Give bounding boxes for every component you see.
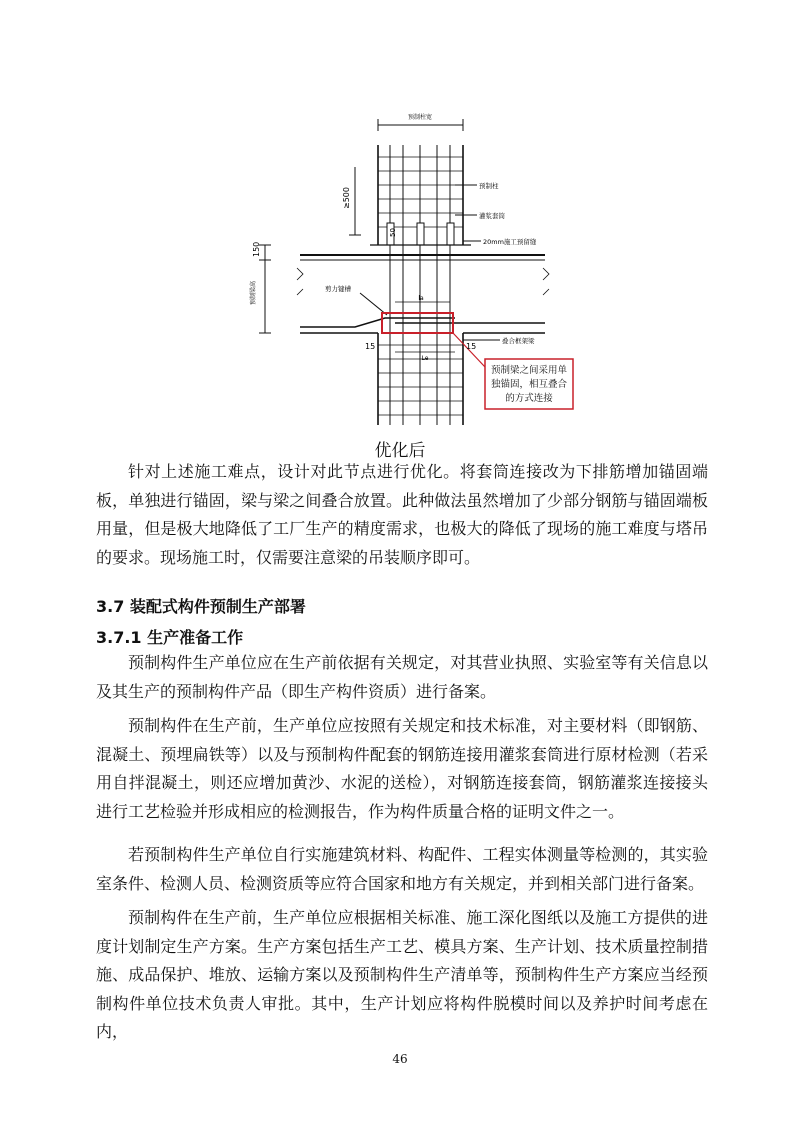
node-detail-figure (245, 105, 575, 435)
label-dim-50: 50 (389, 228, 397, 237)
label-la: la (418, 295, 424, 302)
paragraph-3: 预制构件在生产前，生产单位应按照有关规定和技术标准，对主要材料（即钢筋、混凝土、预埋扁铁等）以及与预制构件配套的钢筋连接用灌浆套筒进行原材检测（若采用自拌混凝土，则还应增加黄沙、水泥的送检），对钢筋连接套筒，钢筋灌浆连接接头进行工艺检验并形成相应的检测报告，作为构件质量合格的证明文件之一。 (96, 716, 708, 821)
label-composite-beam: 叠合框架梁 (502, 337, 535, 345)
callout-line-1: 预制梁之间采用单 (490, 365, 568, 376)
label-dim-500: ≥500 (342, 187, 351, 209)
paragraph-5: 预制构件在生产前，生产单位应根据相关标准、施工深化图纸以及施工方提供的进度计划制定生产方案。生产方案包括生产工艺、模具方案、生产计划、技术质量控制措施、成品保护、堆放、运输方案以及预制构件生产清单等，预制构件生产方案应当经预制构件单位技术负责人审批。其中，生产计划应将构件脱模时间以及养护时间考虑在内， (96, 908, 708, 1041)
label-dim-150: 150 (252, 241, 261, 257)
callout-line-2: 独锚固，相互叠合 (490, 379, 568, 390)
sleeve-3 (447, 223, 454, 245)
label-beam-height: 预制梁高 (250, 280, 257, 305)
label-column-width: 预制柱宽 (407, 114, 433, 121)
beam-column-joint-drawing (245, 105, 575, 435)
callout-line-3: 的方式连接 (505, 393, 553, 404)
paragraph-4: 若预制构件生产单位自行实施建筑材料、构配件、工程实体测量等检测的，其实验室条件、检测人员、检测资质等应符合国家和地方有关规定，并到相关部门进行备案。 (96, 845, 708, 893)
label-15-left: 15 (365, 342, 376, 351)
paragraph-1: 针对上述施工难点，设计对此节点进行优化。将套筒连接改为下排筋增加锚固端板，单独进行锚固，梁与梁之间叠合放置。此种做法虽然增加了少部分钢筋与锚固端板用量，但是极大地降低了工厂生产的精度需求，也极大的降低了现场的施工难度与塔吊的要求。现场施工时，仅需要注意梁的吊装顺序即可。 (96, 462, 708, 567)
label-15-right: 15 (466, 342, 477, 351)
sleeve-2 (417, 223, 424, 245)
paragraph-2: 预制构件生产单位应在生产前依据有关规定，对其营业执照、实验室等有关信息以及其生产的预制构件产品（即生产构件资质）进行备案。 (96, 653, 708, 701)
section-heading-3-7: 3.7 装配式构件预制生产部署 (96, 597, 306, 616)
label-sleeve: 灌浆套筒 (479, 212, 505, 220)
label-le: Le (421, 355, 429, 362)
label-shear-key: 剪力键槽 (325, 285, 351, 293)
label-gap: 20mm施工预留缝 (483, 238, 537, 246)
figure-caption: 优化后 (374, 441, 426, 461)
label-precast-column: 预制柱 (479, 182, 499, 190)
page-number: 46 (392, 1052, 408, 1066)
section-heading-3-7-1: 3.7.1 生产准备工作 (96, 628, 244, 647)
